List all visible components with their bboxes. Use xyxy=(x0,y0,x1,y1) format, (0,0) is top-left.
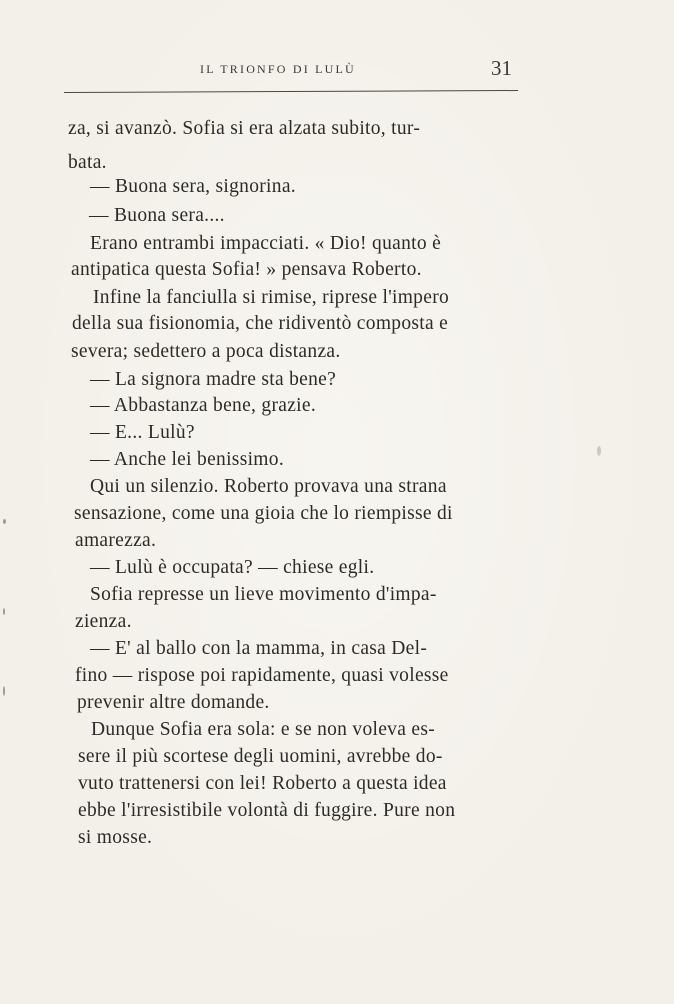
text-line: amarezza. xyxy=(75,530,157,551)
text-line: Infine la fanciulla si rimise, riprese l'impero xyxy=(93,287,450,308)
text-line: — E' al ballo con la mamma, in casa Del- xyxy=(90,638,428,659)
text-line: prevenir altre domande. xyxy=(77,692,270,713)
text-line: — Buona sera.... xyxy=(89,205,225,226)
text-line: Erano entrambi impacciati. « Dio! quanto è xyxy=(90,233,442,254)
text-line: Sofia represse un lieve movimento d'impa- xyxy=(90,584,437,605)
text-line: — Abbastanza bene, grazie. xyxy=(90,395,316,416)
scan-speck xyxy=(3,686,5,696)
text-line: — Lulù è occupata? — chiese egli. xyxy=(90,557,375,578)
running-title: IL TRIONFO DI LULÙ xyxy=(200,62,356,76)
scan-speck xyxy=(597,446,601,456)
text-line: sere il più scortese degli uomini, avrebbe do- xyxy=(78,746,443,767)
header-rule xyxy=(64,90,518,93)
page-number: 31 xyxy=(491,56,512,80)
text-line: sensazione, come una gioia che lo riempisse di xyxy=(74,503,453,524)
text-line: antipatica questa Sofia! » pensava Roberto. xyxy=(71,259,422,280)
text-line: — Buona sera, signorina. xyxy=(90,176,296,197)
scan-speck xyxy=(3,608,5,615)
text-line: Qui un silenzio. Roberto provava una strana xyxy=(90,476,447,497)
text-line: — E... Lulù? xyxy=(90,422,195,443)
text-line: severa; sedettero a poca distanza. xyxy=(71,341,341,362)
text-line: Dunque Sofia era sola: e se non voleva es- xyxy=(91,719,435,740)
text-line: della sua fisionomia, che ridiventò composta e xyxy=(72,313,449,334)
text-line: bata. xyxy=(68,152,107,173)
text-line: za, si avanzò. Sofia si era alzata subito, tur- xyxy=(68,118,421,139)
text-line: vuto trattenersi con lei! Roberto a questa idea xyxy=(78,773,447,794)
text-line: zienza. xyxy=(75,611,132,632)
text-line: — La signora madre sta bene? xyxy=(90,369,337,390)
text-line: fino — rispose poi rapidamente, quasi volesse xyxy=(75,665,449,686)
scan-speck xyxy=(3,519,6,524)
text-line: si mosse. xyxy=(78,827,153,848)
text-line: ebbe l'irresistibile volontà di fuggire. Pure non xyxy=(78,800,456,821)
text-line: — Anche lei benissimo. xyxy=(90,449,284,470)
